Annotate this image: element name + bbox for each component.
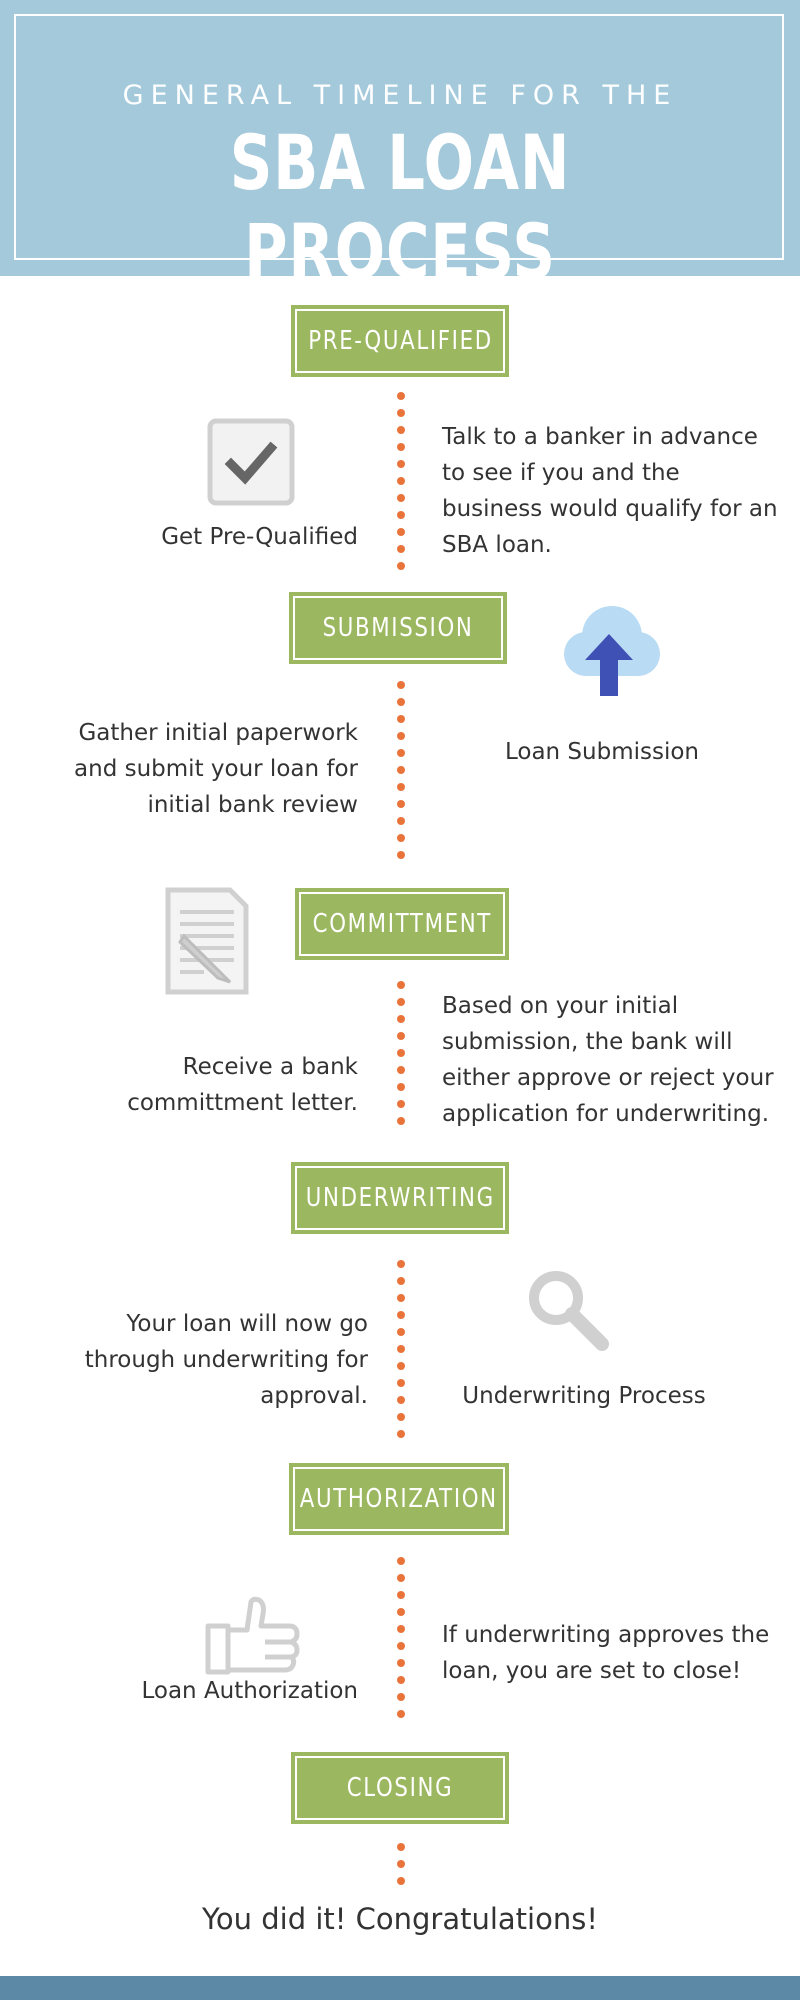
- step-label: AUTHORIZATION: [299, 1484, 499, 1514]
- timeline-dots: [393, 980, 409, 1130]
- checkbox-icon: [207, 418, 295, 506]
- step-label: UNDERWRITING: [305, 1183, 495, 1213]
- step-caption: Loan Submission: [504, 739, 700, 765]
- footer-bar: [0, 1976, 800, 2000]
- step-badge-pre-qualified: [291, 305, 509, 377]
- step-description: Your loan will now go through underwriting for approval.: [84, 1311, 368, 1409]
- header-banner: [0, 0, 800, 296]
- step-badge-underwriting: [291, 1162, 509, 1234]
- page-title: SBA LOAN PROCESS: [229, 118, 571, 296]
- step-label: COMMITTMENT: [312, 909, 492, 939]
- step-label: CLOSING: [346, 1773, 454, 1803]
- step-description: Based on your initial submission, the bank will either approve or reject your application for underwriting.: [442, 993, 774, 1127]
- magnifier-icon: [524, 1266, 610, 1352]
- cloud-upload-icon: [554, 602, 664, 698]
- step-badge-committment: [295, 888, 509, 960]
- step-caption: Receive a bank committment letter.: [127, 1054, 358, 1116]
- timeline-dots: [393, 680, 409, 864]
- step-badge-submission: [289, 592, 507, 664]
- timeline-dots: [393, 391, 409, 571]
- step-description: Gather initial paperwork and submit your loan for initial bank review: [74, 720, 358, 818]
- step-caption: Underwriting Process: [462, 1383, 706, 1409]
- header-subtitle: GENERAL TIMELINE FOR THE: [122, 80, 678, 111]
- document-pen-icon: [164, 886, 250, 996]
- step-label: PRE-QUALIFIED: [307, 326, 493, 356]
- step-label: SUBMISSION: [322, 613, 474, 643]
- step-badge-authorization: [289, 1463, 509, 1535]
- step-badge-closing: [291, 1752, 509, 1824]
- step-description: If underwriting approves the loan, you are set to close!: [442, 1622, 770, 1684]
- closing-message: You did it! Congratulations!: [202, 1902, 598, 1936]
- step-caption: Loan Authorization: [141, 1678, 358, 1704]
- timeline-dots: [393, 1842, 409, 1888]
- step-description: Talk to a banker in advance to see if you and the business would qualify for an SBA loan.: [442, 424, 778, 558]
- thumbs-up-icon: [205, 1596, 301, 1676]
- step-caption: Get Pre-Qualified: [161, 524, 358, 550]
- timeline-dots: [393, 1556, 409, 1726]
- timeline-dots: [393, 1259, 409, 1443]
